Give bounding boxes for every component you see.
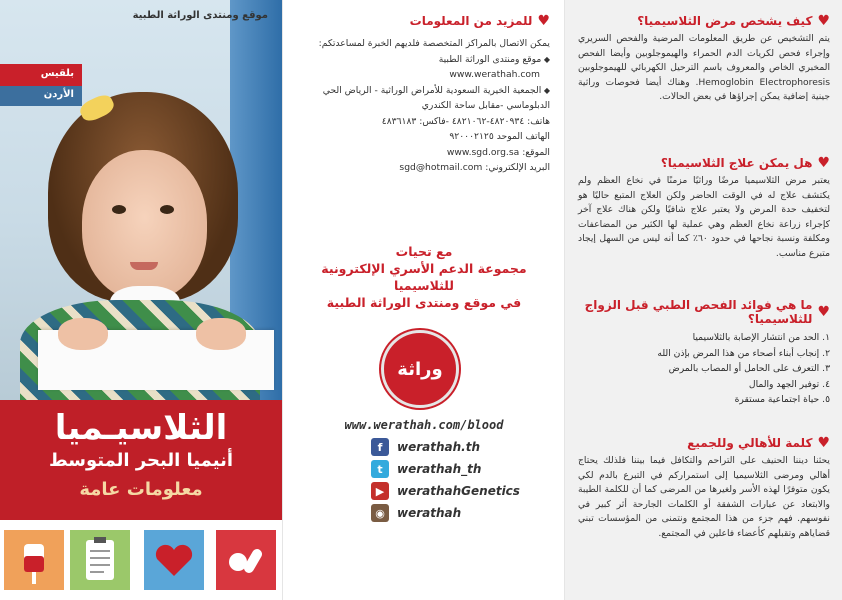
list-item: ٤. توفير الجهد والمال: [748, 378, 830, 390]
premarital-title: ما هي فوائد الفحص الطبي قبل الزواج للثلاسيميا؟: [584, 298, 813, 326]
name-tag: بلقيس: [0, 64, 82, 86]
icon-strip: [0, 520, 282, 600]
social-row-youtube[interactable]: [371, 480, 571, 502]
cover-caption: موقع ومنتدى الوراثة الطبية: [132, 10, 268, 21]
cover-photo: [0, 0, 282, 400]
more-info-title: للمزيد من المعلومات: [409, 14, 533, 28]
social-row-facebook[interactable]: [371, 436, 571, 458]
blood-bag-icon: [4, 530, 64, 590]
blood-web-url[interactable]: www.werathah.com/blood: [344, 418, 504, 432]
community-body: يحثنا ديننا الحنيف على التراحم والتكافل فيما بيننا فلذلك يحتاج أهالي ومرضى الثلاسيميا إلى استمراركم في التبرع بالدم لكي يكون متوفرًا لهذه الأسر ولغيرها من المرضى كما أن للكلمة الطيبة والابتعاد عن عبارات الشفقة أو الكلمات الجارحة أثر كبير في نفوسهم. فهم جزء من هذا المجتمع ونتمنى من المؤسسات تبني قضاياهم وتقبلهم كأعضاء فاعلين في المجتمع.: [578, 455, 830, 539]
pills-icon: [216, 530, 276, 590]
twitter-handle[interactable]: werathah_th: [397, 462, 482, 476]
diagnosis-title: كيف يشخص مرض الثلاسيميا؟: [637, 14, 813, 28]
contact-intro: يمكن الاتصال بالمراكز المتخصصة فلديهم الخبرة لمساعدتكم:: [318, 38, 550, 49]
section-diagnosis: [564, 14, 842, 105]
contact-panel: [282, 0, 564, 600]
title-band: [0, 400, 282, 520]
thanks-line-4: في موقع ومنتدى الوراثة الطبية: [326, 295, 522, 310]
phone-fax: هاتف: ٤٨٢٠٩٣٤-٤٨٢١٠٦٢ -فاكس: ٤٨٣٦١٨٣: [381, 115, 550, 127]
section-community: [564, 436, 842, 541]
diagnosis-body: يتم التشخيص عن طريق المعلومات المرضية والفحص السريري وإجراء فحص لكريات الدم الحمراء والهيموجلوبين وأيضا الفحص المخبري الخاص والمعروف باسم الترحيل الكهربائي للهيموجلوبين Hemoglobin Electrophoresis. وهناك أيضا فحوصات وراثية جينية إضافية يمكن إجراؤها في بعض الحالات.: [578, 33, 830, 102]
cover-general-info: معلومات عامة: [79, 479, 203, 500]
community-heading: [564, 436, 830, 450]
thanks-line-1: مع تحيات: [395, 244, 453, 259]
thanks-line-2: مجموعة الدعم الأسري الإلكترونية: [321, 261, 527, 276]
list-item: ٢. إنجاب أبناء أصحاء من هذا المرض بإذن الله: [657, 347, 830, 359]
social-row-instagram[interactable]: [371, 502, 571, 524]
list-item: ١. الحد من انتشار الإصابة بالثلاسيميا: [692, 332, 830, 343]
more-info-heading: [410, 14, 550, 28]
contact-item-society: ◆ الجمعية الخيرية السعودية للأمراض الوراثية - الرياض الحي الدبلوماسي -مقابل ساحة الكندري: [292, 83, 550, 114]
section-treatment: [564, 156, 842, 261]
section-premarital: [564, 298, 842, 408]
youtube-icon: ▶: [371, 482, 389, 500]
heart-icon: ♥: [817, 155, 830, 171]
youtube-handle[interactable]: werathahGenetics: [397, 484, 520, 498]
instagram-icon: ◉: [371, 504, 389, 522]
werathah-logo: [381, 330, 459, 408]
thanks-block: [297, 243, 551, 311]
contact-info: [292, 36, 550, 176]
cover-title: الثلاسيـميا: [54, 408, 228, 448]
premarital-heading: [564, 298, 830, 326]
social-row-twitter[interactable]: [371, 458, 571, 480]
contact-item-werathah: ◆ موقع ومنتدى الوراثة الطبية: [292, 52, 550, 68]
treatment-body: يعتبر مرض الثلاسيميا مرضًا وراثيًا مزمنًا في نخاع العظم ولم يكتشف علاج له في الوقت الحاضر ولكن العلاج المتبع حاليًا هو لتخفيف حدة المرض ولا يعتبر علاج شافيًا ولكن هناك علاج آخر كإجراء زراعة نخاع العظم وهي عملية لها الكثير من المضاعفات ومكلفة ونسبة نجاحها في حدود ٦٠٪ كما أنه ليس من السهل إيجاد متبرع مناسب.: [578, 175, 830, 259]
heart-icon: ♥: [817, 304, 830, 320]
heart-icon: ♥: [817, 435, 830, 451]
treatment-heading: [564, 156, 830, 170]
clipboard-icon: [70, 530, 130, 590]
logo-text: وراثة: [397, 358, 443, 380]
benefits-list: [564, 326, 842, 408]
community-title: كلمة للأهالي وللجميع: [687, 436, 813, 450]
info-panel: [564, 0, 842, 600]
list-item: ٥. حياة اجتماعية مستقرة: [734, 394, 830, 405]
sgd-website[interactable]: الموقع: www.sgd.org.sa: [446, 146, 550, 158]
cover-panel: [0, 0, 282, 600]
werathah-url[interactable]: www.werathah.com: [449, 69, 540, 80]
heart-icon: ♥: [537, 13, 550, 29]
heart-icon: ♥: [817, 13, 830, 29]
country-tag: الأردن: [0, 86, 82, 106]
diagnosis-heading: [564, 14, 830, 28]
social-links: [371, 436, 571, 524]
instagram-handle[interactable]: werathah: [397, 506, 462, 520]
sgd-email[interactable]: البريد الإلكتروني: sgd@hotmail.com: [399, 162, 550, 173]
treatment-title: هل يمكن علاج الثلاسيميا؟: [660, 156, 813, 170]
list-item: ٣. التعرف على الحامل أو المصاب بالمرض: [668, 363, 830, 374]
cover-subtitle: أنيميا البحر المتوسط: [48, 450, 234, 471]
heart-icon: [144, 530, 204, 590]
unified-phone: الهاتف الموحد ٩٢٠٠٠٢١٢٥: [449, 131, 550, 142]
thanks-line-3: للثلاسيميا: [394, 278, 454, 293]
facebook-icon: f: [371, 438, 389, 456]
facebook-handle[interactable]: werathah.th: [397, 440, 480, 454]
twitter-icon: t: [371, 460, 389, 478]
